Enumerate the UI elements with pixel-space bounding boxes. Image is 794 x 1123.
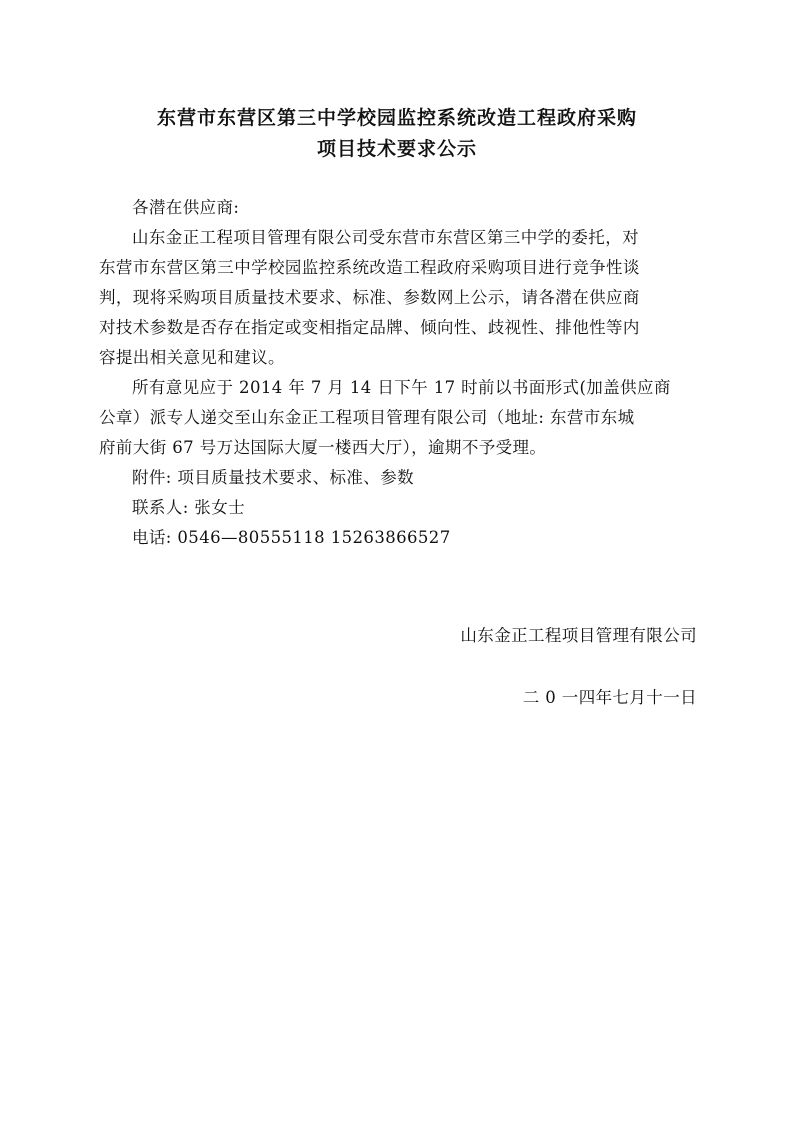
para2-line1: 所有意见应于 2014 年 7 月 14 日下午 17 时前以书面形式(加盖供应商 [132,378,671,397]
contact-line: 联系人: 张女士 [132,498,246,517]
para1-line1: 山东金正工程项目管理有限公司受东营市东营区第三中学的委托，对 [132,228,639,247]
document-body [99,193,699,553]
phone-line: 电话: 0546—80555118 15263866527 [132,528,451,547]
attachment-line: 附件: 项目质量技术要求、标准、参数 [132,468,415,487]
para1-line5: 容提出相关意见和建议。 [99,348,285,367]
signature-company: 山东金正工程项目管理有限公司 [460,626,697,645]
para2-line3: 府前大街 67 号万达国际大厦一楼西大厅），逾期不予受理。 [99,438,547,457]
signature-date: 二 0 一四年七月十一日 [522,688,697,707]
para1-line4: 对技术参数是否存在指定或变相指定品牌、倾向性、歧视性、排他性等内 [99,318,640,337]
para1-line2: 东营市东营区第三中学校园监控系统改造工程政府采购项目进行竞争性谈 [99,258,640,277]
para1-line3: 判，现将采购项目质量技术要求、标准、参数网上公示，请各潜在供应商 [99,288,640,307]
document-title-line2: 项目技术要求公示 [316,138,477,160]
salutation: 各潜在供应商: [132,198,240,217]
document-title-line1: 东营市东营区第三中学校园监控系统改造工程政府采购 [156,107,637,129]
para2-line2: 公章）派专人递交至山东金正工程项目管理有限公司（地址: 东营市东城 [99,408,635,427]
